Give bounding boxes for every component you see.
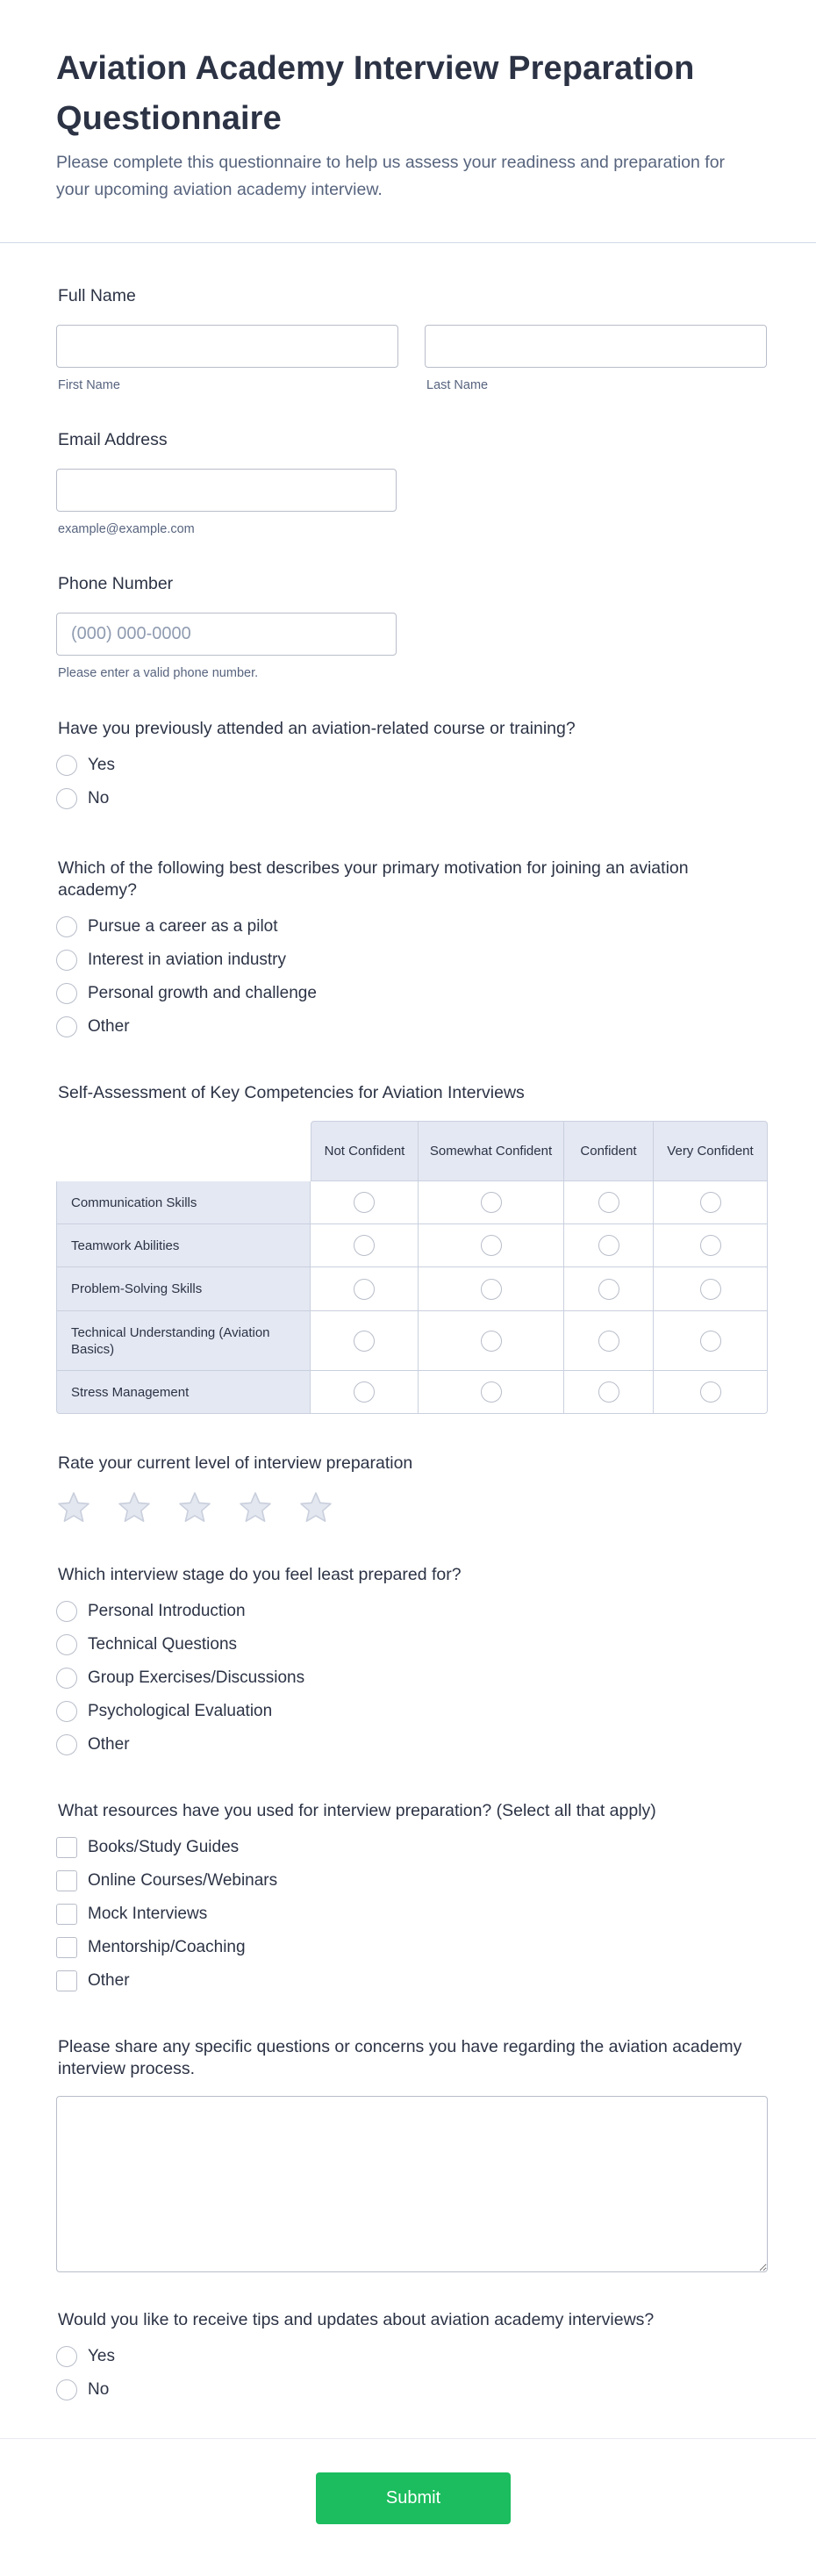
first-name-sublabel: First Name (58, 378, 120, 392)
matrix-radio[interactable] (481, 1192, 502, 1213)
phone-field (56, 536, 768, 680)
star-icon[interactable] (56, 1490, 91, 1525)
radio-button[interactable] (56, 788, 77, 809)
page-subtitle: Please complete this questionnaire to help us assess your readiness and preparation for your upcoming aviation academy interview. (56, 153, 726, 199)
page-title: Aviation Academy Interview Preparation Questionnaire (56, 50, 695, 137)
stage-option-group[interactable] (56, 1661, 768, 1695)
full-name-label: Full Name (58, 286, 136, 305)
motivation-option-industry[interactable] (56, 944, 768, 977)
option-label: Pursue a career as a pilot (88, 917, 278, 936)
matrix-radio[interactable] (354, 1331, 375, 1352)
stage-option-technical[interactable] (56, 1628, 768, 1661)
updates-option-no[interactable] (56, 2373, 768, 2407)
matrix-radio[interactable] (598, 1331, 619, 1352)
radio-button[interactable] (56, 2379, 77, 2400)
email-field (56, 392, 768, 536)
option-label: Mock Interviews (88, 1905, 208, 1923)
option-label: Group Exercises/Discussions (88, 1668, 305, 1687)
option-label: Interest in aviation industry (88, 951, 287, 969)
attended-course-question (56, 680, 768, 815)
option-label: Personal growth and challenge (88, 984, 317, 1002)
matrix-row-label: Problem-Solving Skills (56, 1267, 311, 1311)
form-footer (0, 2438, 816, 2568)
matrix-radio[interactable] (700, 1381, 721, 1403)
first-name-input[interactable] (56, 325, 398, 368)
stage-label: Which interview stage do you feel least prepared for? (58, 1565, 462, 1584)
submit-button[interactable]: Submit (316, 2472, 511, 2524)
matrix-column-header: Not Confident (311, 1121, 419, 1181)
matrix-radio[interactable] (700, 1235, 721, 1256)
motivation-question (56, 815, 768, 1044)
phone-input[interactable] (56, 613, 397, 656)
checkbox[interactable] (56, 1937, 77, 1958)
radio-button[interactable] (56, 983, 77, 1004)
attended-course-label: Have you previously attended an aviation-related course or training? (58, 719, 576, 738)
option-label: Online Courses/Webinars (88, 1871, 278, 1890)
option-label: No (88, 2380, 110, 2399)
matrix-row-label: Technical Understanding (Aviation Basics) (56, 1311, 311, 1371)
option-label: Psychological Evaluation (88, 1702, 273, 1720)
matrix-radio[interactable] (481, 1235, 502, 1256)
competency-matrix (56, 1121, 768, 1414)
checkbox[interactable] (56, 1837, 77, 1858)
resources-question (56, 1762, 768, 1998)
option-label: No (88, 789, 110, 807)
matrix-radio[interactable] (481, 1279, 502, 1300)
attended-option-yes[interactable] (56, 749, 768, 782)
radio-button[interactable] (56, 916, 77, 937)
matrix-radio[interactable] (354, 1381, 375, 1403)
star-icon[interactable] (238, 1490, 273, 1525)
motivation-option-growth[interactable] (56, 977, 768, 1010)
matrix-radio[interactable] (481, 1381, 502, 1403)
updates-label: Would you like to receive tips and updates about aviation academy interviews? (58, 2310, 655, 2329)
motivation-label: Which of the following best describes your primary motivation for joining an aviation academy? (58, 858, 689, 900)
option-label: Yes (88, 2347, 115, 2365)
matrix-radio[interactable] (598, 1235, 619, 1256)
email-input[interactable] (56, 469, 397, 512)
motivation-option-pilot[interactable] (56, 910, 768, 944)
concerns-question (56, 1998, 768, 2272)
least-prepared-stage-question (56, 1525, 768, 1762)
matrix-radio[interactable] (481, 1331, 502, 1352)
matrix-radio[interactable] (598, 1192, 619, 1213)
competency-matrix-question (56, 1044, 768, 1414)
matrix-radio[interactable] (700, 1279, 721, 1300)
form-body (0, 243, 816, 2438)
form-header (0, 0, 816, 243)
radio-button[interactable] (56, 950, 77, 971)
matrix-row (56, 1224, 768, 1267)
resource-option-other[interactable] (56, 1964, 768, 1998)
radio-button[interactable] (56, 1734, 77, 1755)
matrix-radio[interactable] (354, 1235, 375, 1256)
matrix-radio[interactable] (598, 1381, 619, 1403)
checkbox[interactable] (56, 1904, 77, 1925)
option-label: Personal Introduction (88, 1602, 246, 1620)
resources-label: What resources have you used for interview preparation? (Select all that apply) (58, 1801, 656, 1820)
stage-option-intro[interactable] (56, 1595, 768, 1628)
radio-button[interactable] (56, 1016, 77, 1037)
email-label: Email Address (58, 430, 168, 449)
checkbox[interactable] (56, 1970, 77, 1991)
matrix-row-label: Teamwork Abilities (56, 1224, 311, 1267)
star-rating (56, 1490, 768, 1525)
matrix-radio[interactable] (354, 1192, 375, 1213)
matrix-row (56, 1311, 768, 1371)
email-sublabel: example@example.com (58, 522, 195, 536)
last-name-sublabel: Last Name (426, 378, 489, 392)
option-label: Books/Study Guides (88, 1838, 240, 1856)
attended-option-no[interactable] (56, 782, 768, 815)
phone-label: Phone Number (58, 574, 174, 593)
receive-updates-question (56, 2272, 768, 2438)
stage-option-psychological[interactable] (56, 1695, 768, 1728)
option-label: Yes (88, 756, 115, 774)
matrix-row (56, 1371, 768, 1414)
preparation-rating-question (56, 1414, 768, 1525)
matrix-radio[interactable] (598, 1279, 619, 1300)
radio-button[interactable] (56, 755, 77, 776)
matrix-row (56, 1181, 768, 1224)
matrix-label: Self-Assessment of Key Competencies for Aviation Interviews (58, 1083, 525, 1102)
matrix-radio[interactable] (700, 1331, 721, 1352)
rating-label: Rate your current level of interview preparation (58, 1453, 413, 1473)
concerns-label: Please share any specific questions or concerns you have regarding the aviation academy interview process. (58, 2037, 742, 2078)
full-name-field (56, 243, 768, 392)
radio-button[interactable] (56, 1668, 77, 1689)
matrix-radio[interactable] (354, 1279, 375, 1300)
motivation-option-other[interactable] (56, 1010, 768, 1044)
last-name-input[interactable] (425, 325, 767, 368)
matrix-row-label: Stress Management (56, 1371, 311, 1414)
stage-option-other[interactable] (56, 1728, 768, 1762)
star-icon[interactable] (117, 1490, 152, 1525)
matrix-radio[interactable] (700, 1192, 721, 1213)
option-label: Other (88, 1971, 130, 1990)
matrix-row (56, 1267, 768, 1311)
resource-option-mentorship[interactable] (56, 1931, 768, 1964)
matrix-column-header: Confident (564, 1121, 654, 1181)
star-icon[interactable] (298, 1490, 333, 1525)
radio-button[interactable] (56, 1601, 77, 1622)
resource-option-books[interactable] (56, 1831, 768, 1864)
resource-option-online[interactable] (56, 1864, 768, 1898)
option-label: Mentorship/Coaching (88, 1938, 246, 1956)
matrix-column-header: Very Confident (654, 1121, 768, 1181)
radio-button[interactable] (56, 1701, 77, 1722)
option-label: Other (88, 1017, 130, 1036)
option-label: Other (88, 1735, 130, 1754)
resource-option-mock[interactable] (56, 1898, 768, 1931)
phone-sublabel: Please enter a valid phone number. (58, 666, 259, 680)
matrix-header-row (311, 1121, 768, 1181)
radio-button[interactable] (56, 1634, 77, 1655)
star-icon[interactable] (177, 1490, 212, 1525)
updates-option-yes[interactable] (56, 2340, 768, 2373)
matrix-row-label: Communication Skills (56, 1181, 311, 1224)
concerns-textarea[interactable] (56, 2096, 768, 2272)
matrix-column-header: Somewhat Confident (419, 1121, 564, 1181)
radio-button[interactable] (56, 2346, 77, 2367)
checkbox[interactable] (56, 1870, 77, 1891)
option-label: Technical Questions (88, 1635, 238, 1654)
